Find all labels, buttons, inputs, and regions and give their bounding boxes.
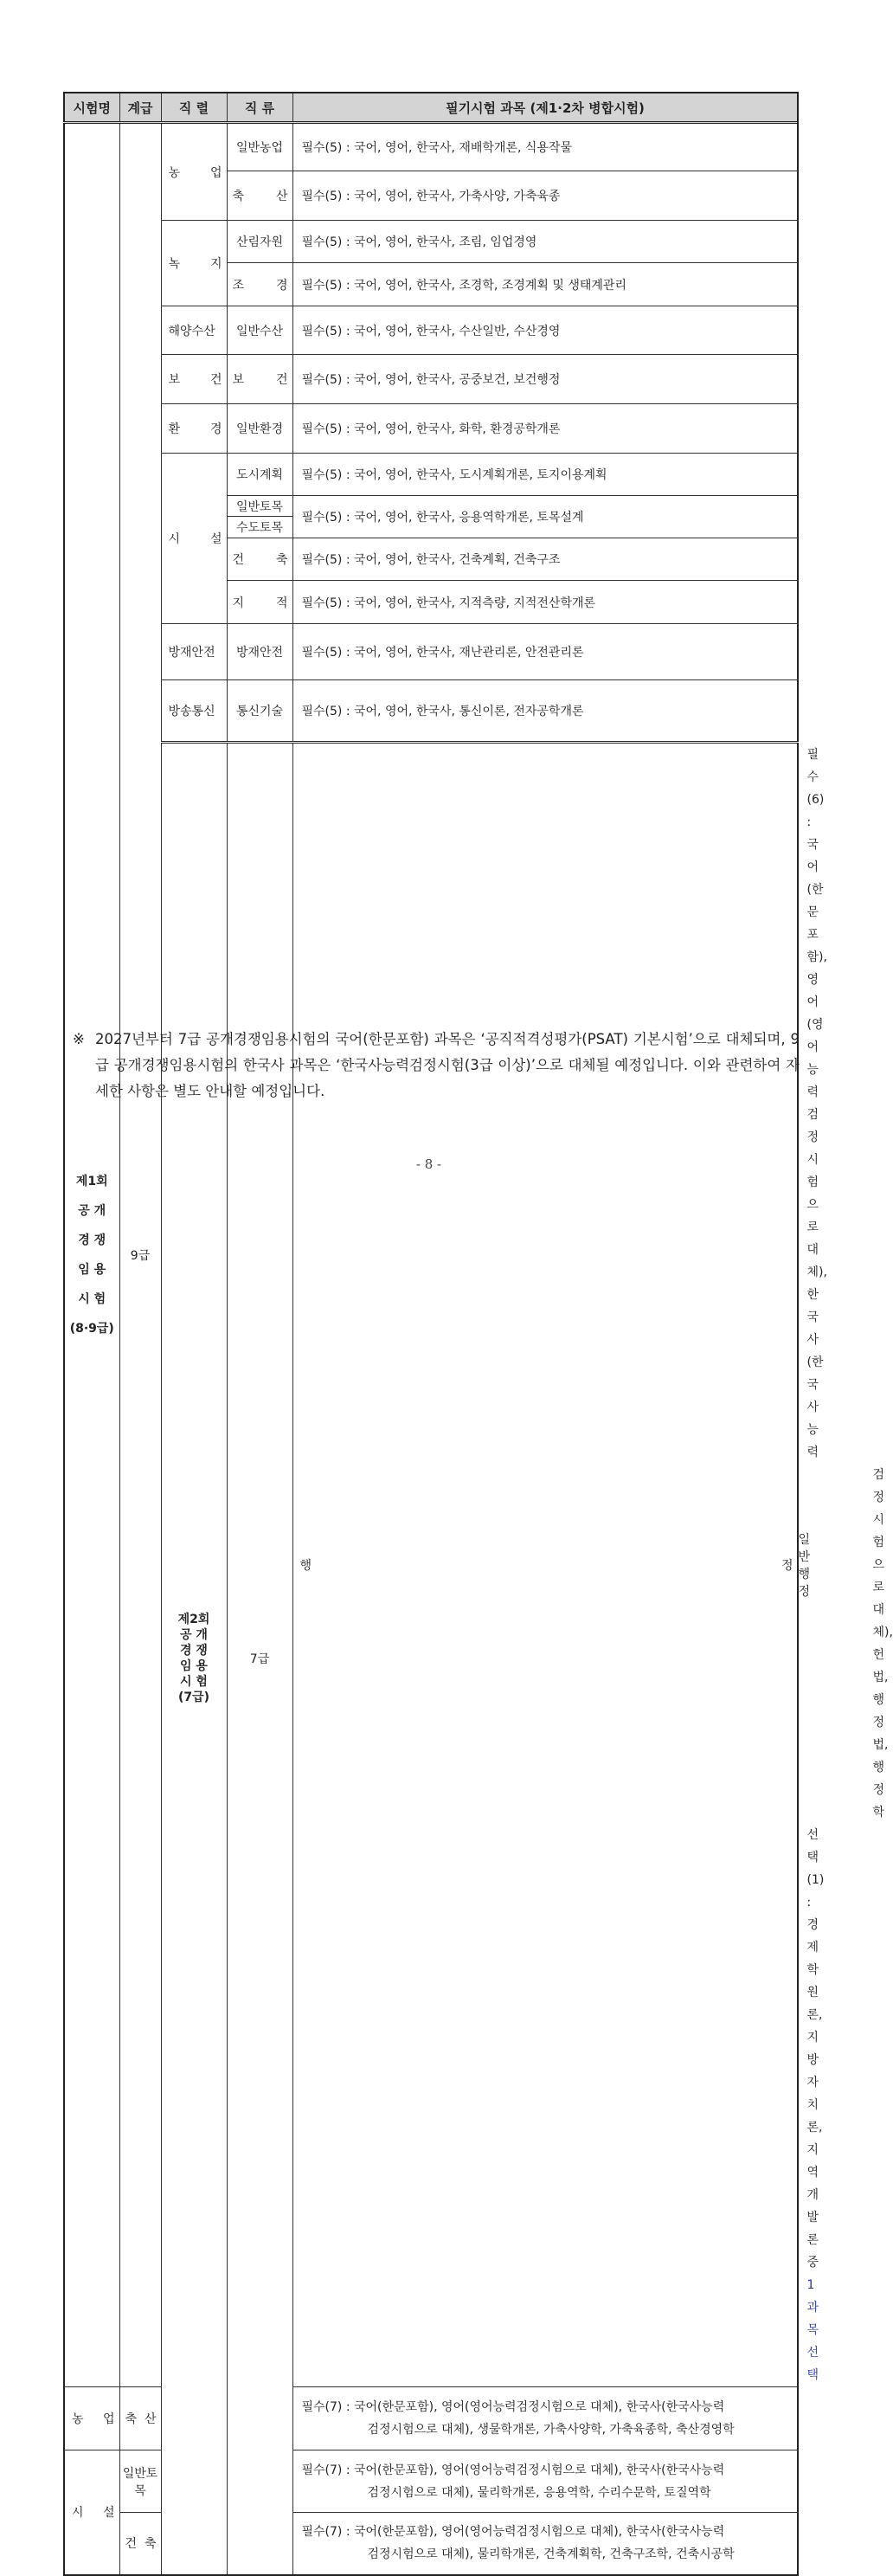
table-row: [64, 355, 798, 404]
footnote: [73, 1027, 800, 1104]
class-cadastre: 지 적: [227, 581, 292, 624]
exam-subjects-table: [63, 92, 893, 2576]
subjects-urban-planning: 필수(5) : 국어, 영어, 한국사, 도시계획개론, 토지이용계획: [292, 454, 798, 496]
series-facilities-7: 시 설: [64, 2450, 119, 2575]
class-general-fisheries: 일반수산: [227, 306, 292, 355]
subjects-general-agriculture: 필수(5) : 국어, 영어, 한국사, 재배학개론, 식용작물: [292, 123, 798, 171]
table-row: [64, 454, 798, 496]
class-urban-planning: 도시계획: [227, 454, 292, 496]
series-health: 보 건: [161, 355, 227, 404]
subjects-architecture-7: 필수(7) : 국어(한문포함), 영어(영어능력검정시험으로 대체), 한국사(한국사능력 검정시험으로 대체), 물리학개론, 건축계획학, 건축구조학, 건축시공학: [292, 2513, 798, 2575]
subjects-civil: 필수(5) : 국어, 영어, 한국사, 응용역학개론, 토목설계: [292, 496, 798, 538]
table-row: [64, 306, 798, 355]
class-water-civil: 수도토목: [227, 517, 292, 538]
section1-title: 제1회 공 개 경 쟁 임 용 시 험 (8·9급): [64, 123, 119, 2387]
page-number: - 8 -: [415, 1156, 442, 1172]
class-general-civil: 일반토목: [227, 496, 292, 517]
series-greening: 녹 지: [161, 221, 227, 306]
table-row: [64, 404, 798, 454]
subjects-cadastre: 필수(5) : 국어, 영어, 한국사, 지적측량, 지적전산학개론: [292, 581, 798, 624]
header-exam-name: 시험명: [64, 93, 119, 123]
section2-grade: 7급: [227, 743, 292, 2575]
series-agriculture: 농 업: [161, 123, 227, 221]
table-row: [64, 680, 798, 743]
class-comm-tech: 통신기술: [227, 680, 292, 743]
reference-mark-icon: ※: [73, 1031, 85, 1047]
series-broadcasting: 방송통신: [161, 680, 227, 743]
table-row: 제2회 공 개 경 쟁 임 용 시 험 (7급) 7급 행 정 일반행정 필수(6) : 국어(한문포함), 영어(영어능력검정시험으로 대체), 한국사(한국사능력 검정시험으로 대체), 헌법, 행정법, 행정학 선택(1) : 경제학원론, 지방자치론, 지역개발론 중 1과목 선택: [64, 743, 798, 2387]
subjects-general-civil-7: 필수(7) : 국어(한문포함), 영어(영어능력검정시험으로 대체), 한국사(한국사능력 검정시험으로 대체), 물리학개론, 응용역학, 수리수문학, 토질역학: [292, 2450, 798, 2513]
subjects-health: 필수(5) : 국어, 영어, 한국사, 공중보건, 보건행정: [292, 355, 798, 404]
section1-grade: 9급: [119, 123, 161, 2387]
class-general-civil-7: 일반토목: [119, 2450, 161, 2513]
class-health: 보 건: [227, 355, 292, 404]
subjects-general-environment: 필수(5) : 국어, 영어, 한국사, 화학, 환경공학개론: [292, 404, 798, 454]
series-marine: 해양수산: [161, 306, 227, 355]
header-grade: 계급: [119, 93, 161, 123]
section2-title: 제2회 공 개 경 쟁 임 용 시 험 (7급): [161, 743, 227, 2575]
class-disaster-safety: 방재안전: [227, 624, 292, 680]
class-forest-resources: 산림자원: [227, 221, 292, 263]
series-agriculture-7: 농 업: [64, 2387, 119, 2450]
series-facilities: 시 설: [161, 454, 227, 624]
subjects-comm-tech: 필수(5) : 국어, 영어, 한국사, 통신이론, 전자공학개론: [292, 680, 798, 743]
series-administration: 행 정: [292, 743, 798, 2387]
header-subjects: 필기시험 과목 (제1·2차 병합시험): [292, 93, 798, 123]
subjects-forest-resources: 필수(5) : 국어, 영어, 한국사, 조림, 임업경영: [292, 221, 798, 263]
series-environment: 환 경: [161, 404, 227, 454]
subjects-general-fisheries: 필수(5) : 국어, 영어, 한국사, 수산일반, 수산경영: [292, 306, 798, 355]
subjects-disaster-safety: 필수(5) : 국어, 영어, 한국사, 재난관리론, 안전관리론: [292, 624, 798, 680]
subjects-livestock: 필수(5) : 국어, 영어, 한국사, 가축사양, 가축육종: [292, 171, 798, 221]
header-job-series: 직 렬: [161, 93, 227, 123]
header-job-class: 직 류: [227, 93, 292, 123]
subjects-landscape: 필수(5) : 국어, 영어, 한국사, 조경학, 조경계획 및 생태계관리: [292, 263, 798, 306]
series-disaster-safety: 방재안전: [161, 624, 227, 680]
class-architecture-7: 건 축: [119, 2513, 161, 2575]
class-general-agriculture: 일반농업: [227, 123, 292, 171]
class-landscape: 조 경: [227, 263, 292, 306]
class-general-environment: 일반환경: [227, 404, 292, 454]
footnote-text: 2027년부터 7급 공개경쟁임용시험의 국어(한문포함) 과목은 ‘공직적격성평가(PSAT) 기본시험’으로 대체되며, 9급 공개경쟁임용시험의 한국사 과목은 ‘한국사능력검정시험(3급 이상)’으로 대체될 예정입니다. 이와 관련하여 자세한 사항은 별도 안내할 예정입니다.: [95, 1031, 800, 1099]
table-row: [64, 123, 798, 171]
table-header-row: [64, 93, 798, 123]
subjects-livestock-7: 필수(7) : 국어(한문포함), 영어(영어능력검정시험으로 대체), 한국사(한국사능력 검정시험으로 대체), 생물학개론, 가축사양학, 가축육종학, 축산경영학: [292, 2387, 798, 2450]
class-architecture: 건 축: [227, 538, 292, 581]
subjects-architecture: 필수(5) : 국어, 영어, 한국사, 건축계획, 건축구조: [292, 538, 798, 581]
class-livestock: 축 산: [227, 171, 292, 221]
table-row: [64, 624, 798, 680]
class-livestock-7: 축 산: [119, 2387, 161, 2450]
table-row: [64, 221, 798, 263]
